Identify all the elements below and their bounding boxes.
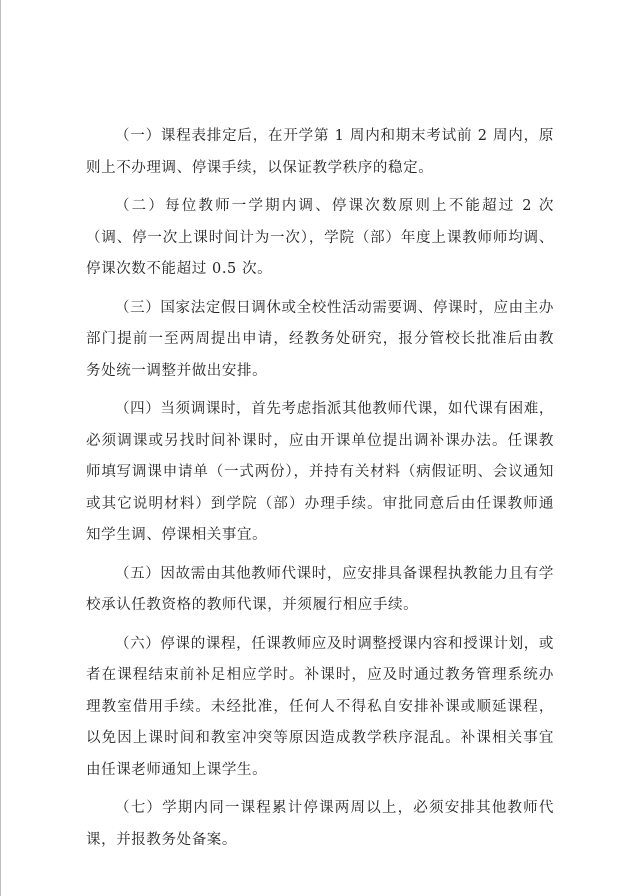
paragraph-7: （七）学期内同一课程累计停课两周以上，必须安排其他教师代课，并报教务处备案。: [86, 800, 554, 848]
paragraph-1: （一）课程表排定后，在开学第 1 周内和期末考试前 2 周内，原则上不办理调、停课手续，以保证教学秩序的稳定。: [86, 128, 554, 176]
paragraph-5: （五）因故需由其他教师代课时，应安排具备课程执教能力且有学校承认任教资格的教师代课，并须履行相应手续。: [86, 565, 554, 613]
paragraph-3: （三）国家法定假日调休或全校性活动需要调、停课时，应由主办部门提前一至两周提出申请，经教务处研究，报分管校长批准后由教务处统一调整并做出安排。: [86, 299, 554, 379]
paragraph-4: （四）当须调课时，首先考虑指派其他教师代课，如代课有困难，必须调课或另找时间补课时，应由开课单位提出调补课办法。任课教师填写调课申请单（一式两份），并持有关材料（病假证明、会议通知或其它说明材料）到学院（部）办理手续。审批同意后由任课教师通知学生调、停课相关事宜。: [86, 401, 554, 543]
paragraph-6: （六）停课的课程，任课教师应及时调整授课内容和授课计划，或者在课程结束前补足相应学时。补课时，应及时通过教务管理系统办理教室借用手续。未经批准，任何人不得私自安排补课或顺延课程，以免因上课时间和教室冲突等原因造成教学秩序混乱。补课相关事宜由任课老师通知上课学生。: [86, 635, 554, 778]
document-body: [86, 121, 554, 863]
paragraph-2: （二）每位教师一学期内调、停课次数原则上不能超过 2 次（调、停一次上课时间计为一次），学院（部）年度上课教师师均调、停课次数不能超过 0.5 次。: [86, 198, 554, 277]
page-left-border: [0, 0, 1, 896]
